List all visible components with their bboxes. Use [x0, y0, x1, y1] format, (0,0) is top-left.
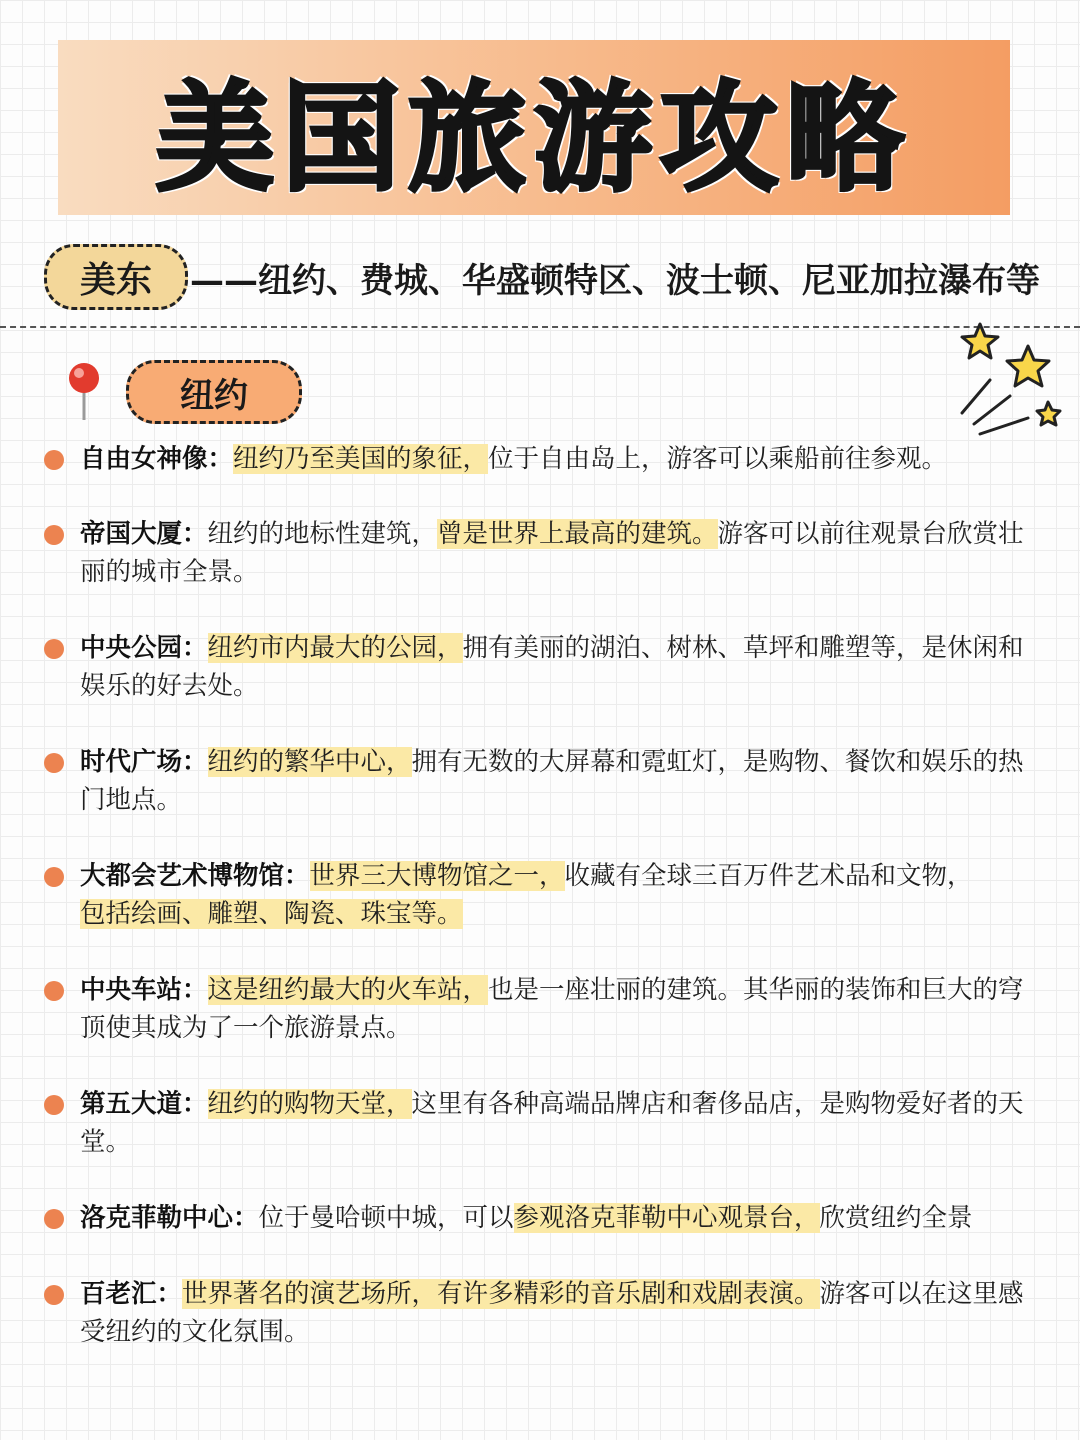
- title-banner: [58, 40, 1010, 215]
- item-highlight: 纽约市内最大的公园，: [207, 633, 463, 663]
- item-name: 洛克菲勒中心：: [80, 1203, 259, 1233]
- page-title: 美国旅游攻略: [155, 68, 912, 207]
- bullet-dot: [44, 1285, 64, 1305]
- item-highlight: 这是纽约最大的火车站，: [207, 975, 489, 1005]
- item-text: [80, 857, 980, 933]
- shooting-stars-icon: [950, 318, 1070, 443]
- dashed-divider: [0, 326, 1080, 328]
- item-description: 收藏有全球三百万件艺术品和文物，: [564, 861, 973, 891]
- city-badge: 纽约: [126, 360, 302, 424]
- item-highlight: 世界著名的演艺场所，有许多精彩的音乐剧和戏剧表演。: [182, 1279, 820, 1309]
- item-name: 时代广场：: [80, 747, 208, 777]
- bullet-dot: [44, 1209, 64, 1229]
- pushpin-icon: [62, 362, 106, 422]
- bullet-dot: [44, 525, 64, 545]
- item-name: 大都会艺术博物馆：: [80, 861, 310, 891]
- bullet-dot: [44, 639, 64, 659]
- bullet-dot: [44, 450, 64, 470]
- item-name: 中央车站：: [80, 975, 208, 1005]
- item-text: [80, 1085, 1030, 1161]
- bullet-dot: [44, 981, 64, 1001]
- item-description: 位于自由岛上，游客可以乘船前往参观。: [488, 444, 948, 474]
- item-highlight-secondary: 包括绘画、雕塑、陶瓷、珠宝等。: [80, 899, 463, 929]
- item-highlight: 纽约的购物天堂，: [207, 1089, 412, 1119]
- item-description-pre: 位于曼哈顿中城，可以: [258, 1203, 514, 1233]
- item-highlight: 参观洛克菲勒中心观景台，: [513, 1203, 820, 1233]
- item-name: 帝国大厦：: [80, 519, 208, 549]
- item-name: 自由女神像：: [80, 444, 234, 474]
- item-description: 这里有各种高端品牌店和奢侈品店，是购物爱好者的天堂。: [80, 1089, 1024, 1157]
- item-text: [80, 743, 1030, 819]
- item-description: 拥有美丽的湖泊、树林、草坪和雕塑等，是休闲和娱乐的好去处。: [80, 633, 1024, 701]
- item-description: 游客可以前往观景台欣赏壮丽的城市全景。: [80, 519, 1024, 587]
- item-description-pre: 纽约的地标性建筑，: [207, 519, 438, 549]
- item-description: 也是一座壮丽的建筑。其华丽的装饰和巨大的穹顶使其成为了一个旅游景点。: [80, 975, 1024, 1043]
- region-header: [44, 244, 1040, 310]
- bullet-dot: [44, 753, 64, 773]
- region-badge: 美东: [44, 244, 188, 310]
- item-description: 欣赏纽约全景: [819, 1203, 973, 1233]
- item-highlight: 曾是世界上最高的建筑。: [437, 519, 718, 549]
- item-text: [80, 1275, 1030, 1351]
- bullet-dot: [44, 1095, 64, 1115]
- item-text: [80, 971, 1030, 1047]
- item-highlight: 纽约的繁华中心，: [207, 747, 412, 777]
- bullet-dot: [44, 867, 64, 887]
- item-text: [80, 440, 1030, 478]
- item-text: [80, 1199, 1030, 1237]
- item-name: 第五大道：: [80, 1089, 208, 1119]
- item-description: 拥有无数的大屏幕和霓虹灯，是购物、餐饮和娱乐的热门地点。: [80, 747, 1024, 815]
- item-highlight: 纽约乃至美国的象征，: [233, 444, 489, 474]
- item-name: 中央公园：: [80, 633, 208, 663]
- item-description: 游客可以在这里感受纽约的文化氛围。: [80, 1279, 1024, 1347]
- item-text: [80, 515, 1030, 591]
- region-description: ——纽约、费城、华盛顿特区、波士顿、尼亚加拉瀑布等: [190, 260, 1040, 301]
- item-highlight: 世界三大博物馆之一，: [309, 861, 565, 891]
- item-text: [80, 629, 1030, 705]
- item-name: 百老汇：: [80, 1279, 183, 1309]
